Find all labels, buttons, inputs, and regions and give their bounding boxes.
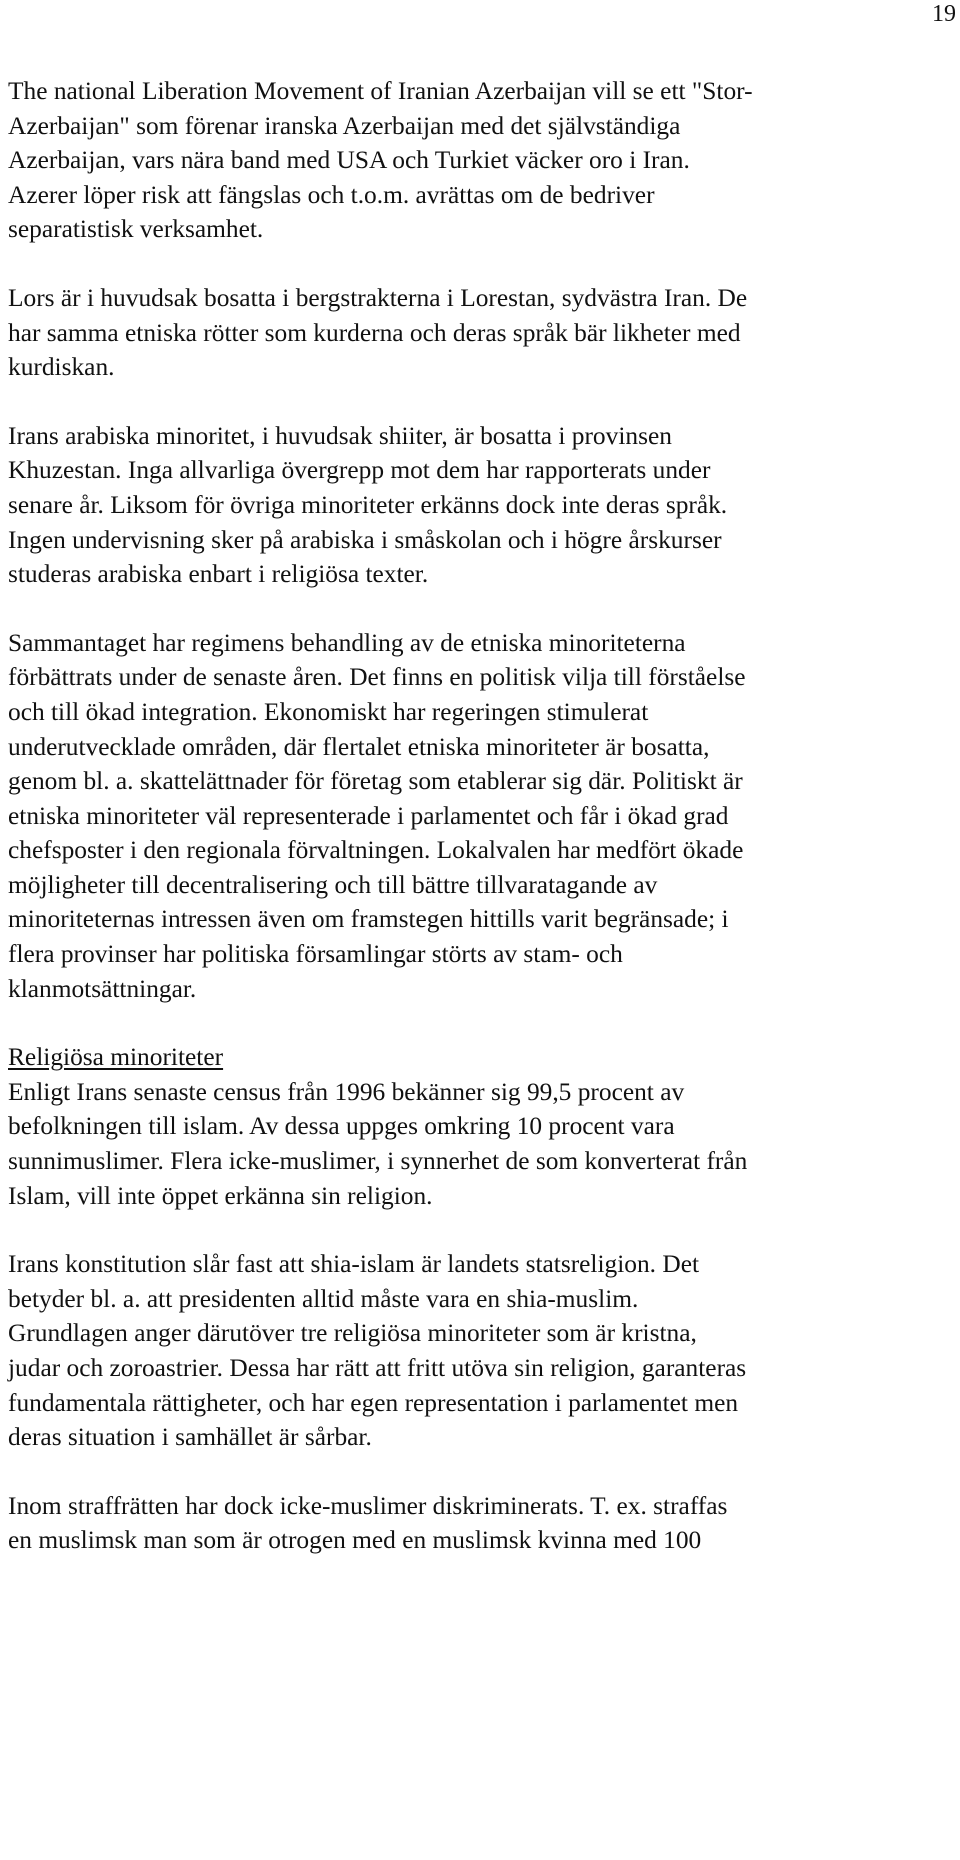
paragraph-religious-minorities (8, 1040, 956, 1213)
paragraph-summary (8, 626, 956, 1007)
text-line: förbättrats under de senaste åren. Det finns en politisk vilja till förståelse (8, 663, 746, 692)
text-line: Lors är i huvudsak bosatta i bergstrakterna i Lorestan, sydvästra Iran. De (8, 283, 748, 312)
text-line: minoriteternas intressen även om framstegen hittills varit begränsade; i (8, 905, 729, 934)
text-line: Enligt Irans senaste census från 1996 bekänner sig 99,5 procent av (8, 1077, 685, 1106)
text-line: Azerbaijan, vars nära band med USA och Turkiet väcker oro i Iran. (8, 146, 690, 175)
text-line: betyder bl. a. att presidenten alltid måste vara en shia-muslim. (8, 1284, 639, 1313)
paragraph-gap (8, 385, 956, 419)
text-line: en muslimsk man som är otrogen med en muslimsk kvinna med 100 (8, 1526, 702, 1555)
text-line: klanmotsättningar. (8, 974, 197, 1003)
text-line: underutvecklade områden, där flertalet etniska minoriteter är bosatta, (8, 732, 710, 761)
text-line: Inom straffrätten har dock icke-muslimer diskriminerats. T. ex. straffas (8, 1491, 728, 1520)
paragraph-constitution (8, 1247, 956, 1455)
paragraph-gap (8, 1213, 956, 1247)
text-line: möjligheter till decentralisering och till bättre tillvaratagande av (8, 870, 658, 899)
text-line: senare år. Liksom för övriga minoriteter erkänns dock inte deras språk. (8, 490, 728, 519)
text-line: Grundlagen anger därutöver tre religiösa minoriteter som är kristna, (8, 1319, 697, 1348)
paragraph-arabic-minority (8, 419, 956, 592)
page-number: 19 (932, 1, 956, 27)
text-line: judar och zoroastrier. Dessa har rätt att fritt utöva sin religion, garanteras (8, 1354, 747, 1382)
text-line: och till ökad integration. Ekonomiskt har regeringen stimulerat (8, 697, 649, 726)
document-body (8, 74, 956, 1558)
paragraph-gap (8, 1455, 956, 1489)
text-line: genom bl. a. skattelättnader för företag som etablerar sig där. Politiskt är (8, 767, 743, 796)
text-line: Islam, vill inte öppet erkänna sin religion. (8, 1181, 433, 1210)
text-line: deras situation i samhället är sårbar. (8, 1423, 372, 1452)
text-line: fundamentala rättigheter, och har egen representation i parlamentet men (8, 1388, 739, 1417)
text-line: Azerer löper risk att fängslas och t.o.m. avrättas om de bedriver (8, 180, 655, 209)
text-line: Sammantaget har regimens behandling av de etniska minoriteterna (8, 628, 686, 657)
text-line: kurdiskan. (8, 353, 115, 382)
text-line: Ingen undervisning sker på arabiska i småskolan och i högre årskurser (8, 525, 722, 554)
text-line: chefsposter i den regionala förvaltningen. Lokalvalen har medfört ökade (8, 836, 744, 865)
text-line: befolkningen till islam. Av dessa uppges omkring 10 procent vara (8, 1112, 675, 1141)
text-line: Irans konstitution slår fast att shia-islam är landets statsreligion. Det (8, 1250, 700, 1279)
text-line: flera provinser har politiska församlingar störts av stam- och (8, 940, 623, 969)
paragraph-gap (8, 592, 956, 626)
paragraph-criminal-law (8, 1489, 956, 1558)
text-line: Khuzestan. Inga allvarliga övergrepp mot dem har rapporterats under (8, 456, 711, 485)
text-line: The national Liberation Movement of Iranian Azerbaijan vill se ett "Stor- (8, 77, 753, 105)
text-line: Irans arabiska minoritet, i huvudsak shiiter, är bosatta i provinsen (8, 421, 672, 450)
paragraph-azerbaijan (8, 74, 956, 247)
paragraph-gap (8, 247, 956, 281)
text-line: studeras arabiska enbart i religiösa texter. (8, 560, 429, 589)
text-line: sunnimuslimer. Flera icke-muslimer, i synnerhet de som konverterat från (8, 1147, 748, 1176)
text-line: har samma etniska rötter som kurderna och deras språk bär likheter med (8, 318, 741, 347)
text-line: etniska minoriteter väl representerade i parlamentet och får i ökad grad (8, 801, 729, 830)
text-line: separatistisk verksamhet. (8, 215, 264, 244)
text-line: Azerbaijan" som förenar iranska Azerbaijan med det självständiga (8, 111, 681, 140)
paragraph-gap (8, 1006, 956, 1040)
section-heading: Religiösa minoriteter (8, 1043, 224, 1072)
paragraph-lors (8, 281, 956, 385)
